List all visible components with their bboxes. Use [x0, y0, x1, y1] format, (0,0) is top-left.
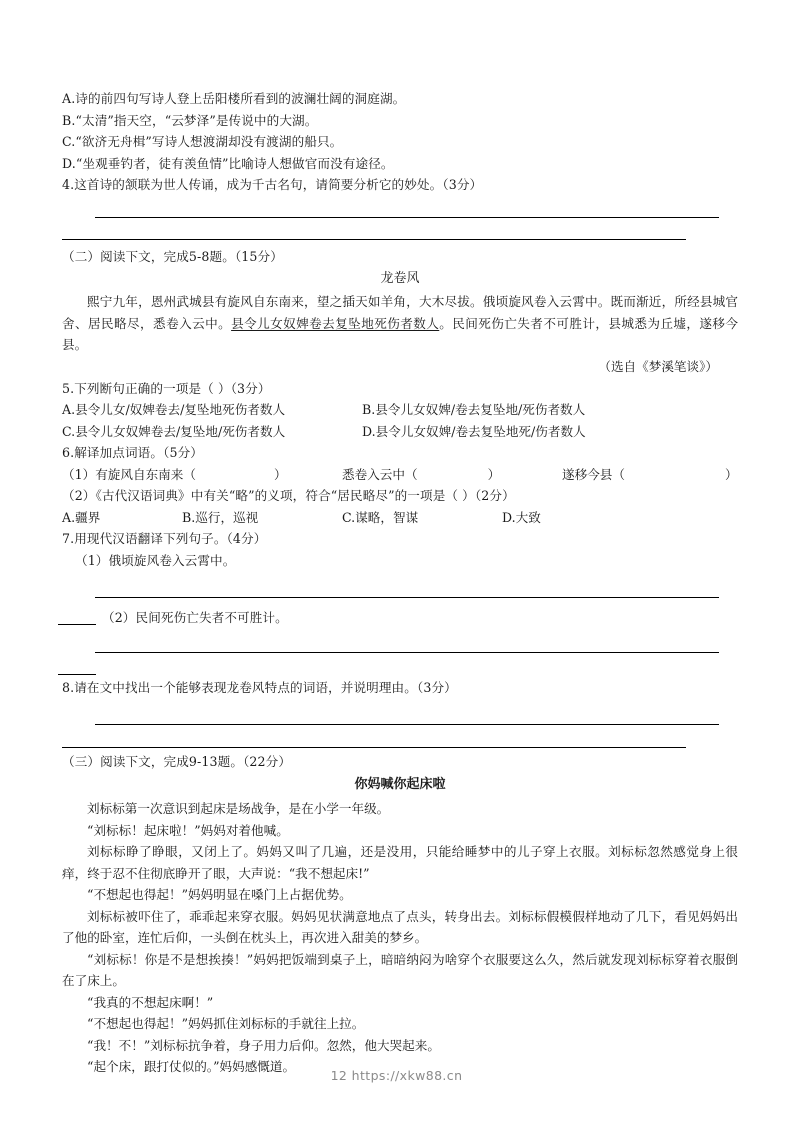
question-8-answer-area[interactable] [62, 699, 738, 751]
story-paragraph: “刘标标！你是不是想挨揍！”妈妈把饭端到桌子上，暗暗纳闷为啥穿个衣服要这么久，然后就发现刘标标穿着衣服倒在了床上。 [62, 951, 738, 988]
answer-rule [62, 747, 686, 748]
question-4: 4.这首诗的颔联为世人传诵，成为千古名句，请简要分析它的妙处。（3分） [62, 177, 483, 192]
passage-source: （选自《梦溪笔谈》） [598, 358, 718, 374]
question-5-option-a[interactable]: A.县令儿女/奴婢卷去/复坠地死伤者数人 [62, 402, 286, 417]
question-4-answer-area[interactable] [62, 196, 738, 246]
question-6-sub-1 [62, 464, 738, 486]
section-three-heading: （三）阅读下文，完成9-13题。（22分） [62, 753, 292, 769]
question-8: 8.请在文中找出一个能够表现龙卷风特点的词语，并说明理由。（3分） [62, 680, 457, 695]
section-three-body [62, 798, 738, 1078]
q6-option-c[interactable]: C.谋略，智谋 [342, 509, 419, 525]
section-three-title: 你妈喊你起床啦 [354, 777, 446, 792]
q6-blank-2[interactable]: 悉卷入云中（ ） [342, 466, 501, 482]
q6-option-b[interactable]: B.巡行，巡视 [182, 509, 259, 525]
story-paragraph: “刘标标！起床啦！”妈妈对着他喊。 [87, 822, 289, 838]
story-paragraph: “不想起也得起！”妈妈明显在嗓门上占据优势。 [87, 887, 352, 902]
question-5-stem: 5.下列断句正确的一项是（ ）（3分） [62, 380, 271, 396]
story-paragraph: “我真的不想起床啊！” [87, 994, 214, 1010]
answer-rule-stub [58, 674, 96, 675]
poem-choice-list [62, 88, 738, 174]
answer-rule [62, 239, 686, 240]
question-7-2-answer-area[interactable] [62, 629, 738, 677]
question-5-options-row-1 [62, 399, 738, 421]
story-paragraph: “起个床，跟打仗似的。”妈妈感慨道。 [87, 1059, 296, 1074]
section-two-heading: （二）阅读下文，完成5-8题。（15分） [62, 248, 283, 264]
answer-rule [95, 652, 719, 653]
question-5-options-row-2 [62, 421, 738, 443]
answer-rule [95, 597, 719, 598]
question-7-1-answer-area[interactable] [62, 571, 738, 607]
question-5-option-d[interactable]: D.县令儿女奴婢/卷去复坠地死/伤者数人 [362, 423, 586, 439]
question-7-sub-2: （2）民间死伤亡失者不可胜计。 [102, 610, 288, 625]
page-footer: 12 https://xkw88.cn [330, 1068, 463, 1083]
question-6-sub-2-stem: （2）《古代汉语词典》中有关“略”的义项，符合“居民略尽”的一项是（ ）（2分） [62, 488, 515, 503]
q6-blank-1[interactable]: （1）有旋风自东南来（ ） [62, 466, 287, 482]
question-5-option-b[interactable]: B.县令儿女奴婢/卷去复坠地/死伤者数人 [362, 402, 586, 417]
story-paragraph: 刘标标被吓住了，乖乖起来穿衣服。妈妈见状满意地点了点头，转身出去。刘标标假模假样地动了几下，看见妈妈出了他的卧室，连忙后仰，一头倒在枕头上，再次进入甜美的梦乡。 [62, 908, 738, 945]
question-7-sub-2-row [62, 607, 738, 629]
question-7-stem: 7.用现代汉语翻译下列句子。（4分） [62, 531, 267, 546]
poem-choice-c: C.“欲济无舟楫”写诗人想渡湖却没有渡湖的船只。 [62, 134, 343, 149]
q6-option-d[interactable]: D.大致 [502, 509, 541, 525]
poem-choice-d: D.“坐观垂钓者，徒有羡鱼情”比喻诗人想做官而没有途径。 [62, 155, 394, 171]
passage-part-2: 。民间死伤亡失者不可胜计，县城悉为丘墟，遂移今县。 [62, 315, 739, 352]
question-5-option-c[interactable]: C.县令儿女奴婢卷去/复坠地/死伤者数人 [62, 423, 286, 439]
poem-choice-b: B.“太清”指天空，“云梦泽”是传说中的大湖。 [62, 112, 318, 128]
passage-part-1: 熙宁九年，恩州武城县有旋风自东南来，望之插天如羊角，大木尽拔。俄顷旋风卷入云霄中。既而渐近，所经县城官舍、居民略尽，悉卷入云中。 [62, 294, 738, 331]
answer-rule-stub [58, 624, 96, 625]
answer-rule [95, 724, 719, 725]
poem-choice-a: A.诗的前四句写诗人登上岳阳楼所看到的波澜壮阔的洞庭湖。 [62, 91, 406, 106]
question-6-sub-2-options [62, 507, 738, 529]
story-paragraph: “不想起也得起！”妈妈抓住刘标标的手就往上拉。 [87, 1016, 365, 1031]
story-paragraph: “我！不！”刘标标抗争着，身子用力后仰。忽然，他大哭起来。 [87, 1037, 440, 1053]
q6-blank-3[interactable]: 遂移今县（ ） [562, 466, 738, 482]
q6-option-a[interactable]: A.疆界 [62, 509, 101, 525]
section-two-title: 龙卷风 [380, 271, 420, 286]
section-two-passage [62, 291, 738, 356]
story-paragraph: 刘标标睁了睁眼，又闭上了。妈妈又叫了几遍，还是没用，只能给睡梦中的儿子穿上衣服。刘标标忽然感觉身上很痒，终于忍不住彻底睁开了眼，大声说：“我不想起床!” [62, 844, 738, 881]
passage-underlined-clause: 县令儿女奴婢卷去复坠地死伤者数人 [231, 315, 440, 331]
question-6-stem: 6.解译加点词语。（5分） [62, 445, 203, 460]
story-paragraph: 刘标标第一次意识到起床是场战争，是在小学一年级。 [87, 801, 390, 816]
answer-rule [95, 217, 719, 218]
question-7-sub-1: （1）俄顷旋风卷入云霄中。 [75, 552, 236, 568]
